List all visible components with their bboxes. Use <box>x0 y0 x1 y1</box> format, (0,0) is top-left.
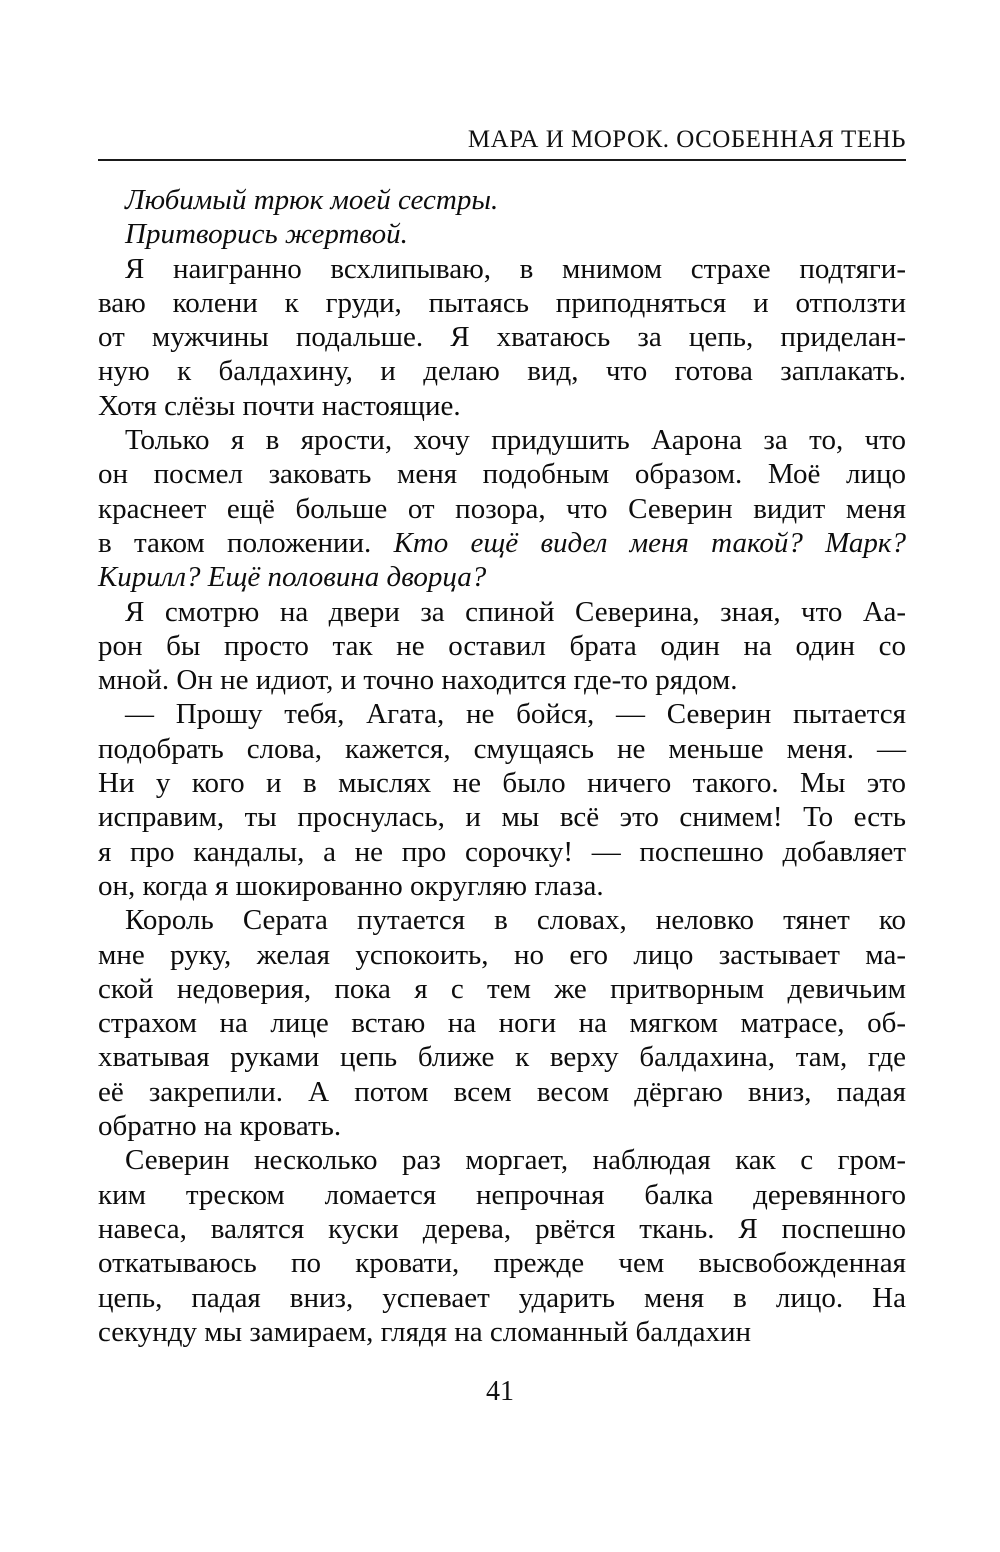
text-line <box>98 732 906 766</box>
text-line <box>98 320 906 354</box>
italic-text-segment: Любимый трюк моей сестры. <box>125 184 499 216</box>
text-line <box>98 252 906 286</box>
text-line <box>98 389 906 423</box>
text-line <box>98 1212 906 1246</box>
text-line <box>98 1178 906 1212</box>
text-line <box>98 286 906 320</box>
italic-text-segment: Кирилл? Ещё половина дворца? <box>98 561 487 594</box>
page-text <box>98 183 906 1349</box>
text-line <box>98 800 906 834</box>
paragraph <box>98 217 906 251</box>
text-segment: мне руку, желая успокоить, но его лицо застывает ма- <box>98 938 906 971</box>
text-segment: Ни у кого и в мыслях не было ничего такого. Мы это <box>98 767 906 800</box>
text-line <box>98 457 906 491</box>
paragraph <box>98 697 906 903</box>
text-line <box>98 663 906 697</box>
text-segment: — Прошу тебя, Агата, не бойся, — Северин пытается <box>125 698 906 731</box>
text-segment: ской недоверия, пока я с тем же притворным девичьим <box>98 972 906 1005</box>
paragraph <box>98 183 906 217</box>
paragraph <box>98 903 906 1143</box>
text-segment: ким треском ломается непрочная балка деревянного <box>98 1178 906 1211</box>
text-segment: исправим, ты проснулась, и мы всё это снимем! То есть <box>98 801 906 834</box>
text-segment: от мужчины подальше. Я хватаюсь за цепь, приделан- <box>98 321 906 354</box>
text-segment: Хотя слёзы почти настоящие. <box>98 389 461 422</box>
text-segment: Северин несколько раз моргает, наблюдая как с гром- <box>125 1144 906 1177</box>
text-segment: он, когда я шокированно округляю глаза. <box>98 869 604 902</box>
text-line <box>98 1075 906 1109</box>
text-segment: цепь, падая вниз, успевает ударить меня в лицо. На <box>98 1281 906 1314</box>
italic-text-segment: Кто ещё видел меня такой? Марк? <box>393 526 906 559</box>
text-segment: ваю колени к груди, пытаясь приподняться и отползти <box>98 286 906 319</box>
text-line <box>98 835 906 869</box>
text-segment: Я наигранно всхлипываю, в мнимом страхе подтяги- <box>125 252 906 285</box>
text-segment: краснеет ещё больше от позора, что Северин видит меня <box>98 492 906 525</box>
text-line <box>98 1246 906 1280</box>
text-segment: страхом на лице встаю на ноги на мягком матрасе, об- <box>98 1007 906 1040</box>
paragraph <box>98 1143 906 1349</box>
text-line <box>98 1109 906 1143</box>
italic-text-segment: Притворись жертвой. <box>125 218 408 251</box>
text-line <box>98 869 906 903</box>
text-segment: откатываюсь по кровати, прежде чем высвобожденная <box>98 1247 906 1280</box>
paragraph <box>98 423 906 594</box>
text-line <box>98 354 906 388</box>
text-line <box>98 1006 906 1040</box>
text-segment: мной. Он не идиот, и точно находится где-то рядом. <box>98 664 738 697</box>
text-line <box>98 1040 906 1074</box>
text-line <box>98 1315 906 1349</box>
text-segment: обратно на кровать. <box>98 1110 342 1143</box>
paragraph <box>98 252 906 423</box>
text-line <box>98 560 906 594</box>
text-line <box>98 1143 906 1177</box>
text-segment: подобрать слова, кажется, смущаясь не меньше меня. — <box>98 732 906 765</box>
text-segment: рон бы просто так не оставил брата один на один со <box>98 629 906 662</box>
text-line <box>98 972 906 1006</box>
text-line <box>98 903 906 937</box>
text-line <box>98 183 906 217</box>
text-segment: навеса, валятся куски дерева, рвётся ткань. Я поспешно <box>98 1212 906 1245</box>
text-line <box>98 423 906 457</box>
text-line <box>98 217 906 251</box>
paragraph <box>98 595 906 698</box>
text-segment: в таком положении. <box>98 526 394 559</box>
text-segment: я про кандалы, а не про сорочку! — поспешно добавляет <box>98 835 906 868</box>
running-header: МАРА И МОРОК. ОСОБЕННАЯ ТЕНЬ <box>467 126 906 153</box>
text-segment: её закрепили. А потом всем весом дёргаю вниз, падая <box>98 1075 906 1108</box>
text-segment: ную к балдахину, и делаю вид, что готова заплакать. <box>98 355 906 388</box>
text-segment: хватывая руками цепь ближе к верху балдахина, там, где <box>98 1041 906 1074</box>
page-number: 41 <box>486 1376 514 1407</box>
text-line <box>98 492 906 526</box>
header-rule <box>98 159 906 161</box>
text-line <box>98 629 906 663</box>
text-segment: Король Серата путается в словах, неловко тянет ко <box>125 904 906 937</box>
text-segment: он посмел заковать меня подобным образом. Моё лицо <box>98 458 906 491</box>
text-line <box>98 766 906 800</box>
text-segment: секунду мы замираем, глядя на сломанный балдахин <box>98 1315 752 1348</box>
text-line <box>98 938 906 972</box>
text-line <box>98 697 906 731</box>
text-line <box>98 1281 906 1315</box>
text-line <box>98 526 906 560</box>
text-line <box>98 595 906 629</box>
text-segment: Я смотрю на двери за спиной Северина, зная, что Аа- <box>125 595 906 628</box>
text-segment: Только я в ярости, хочу придушить Аарона за то, что <box>125 424 906 457</box>
